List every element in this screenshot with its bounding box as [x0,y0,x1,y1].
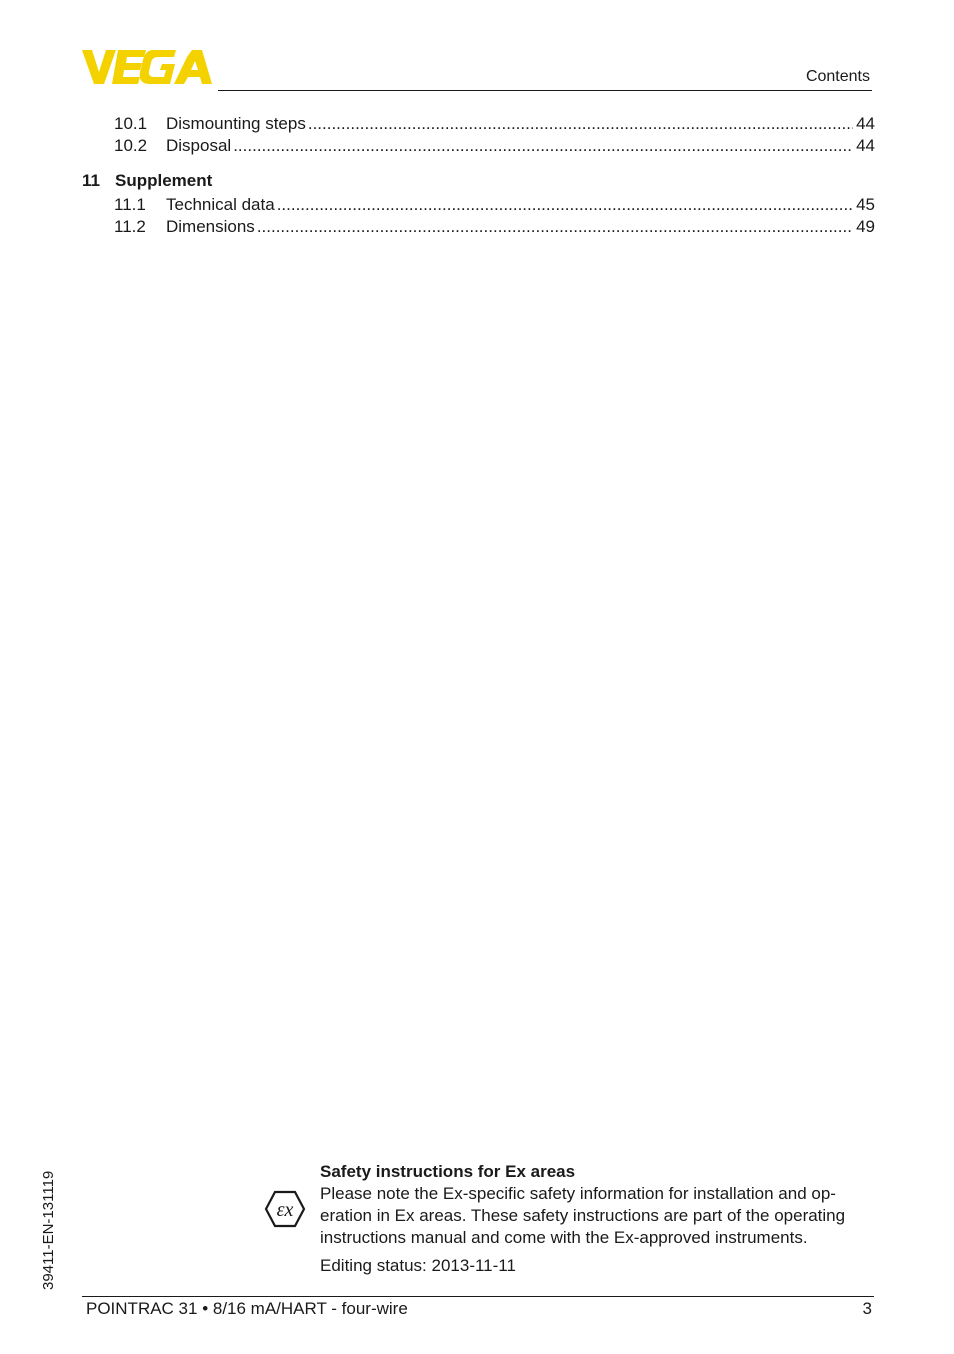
toc-entry-number: 10.2 [114,135,148,155]
toc-entry-title: Disposal [166,135,232,155]
toc-dot-leader [308,114,853,134]
footer-product: POINTRAC 31 • 8/16 mA/HART - four-wire [86,1299,408,1318]
toc-chapter-heading[interactable] [82,171,875,195]
toc-entry-page: 44 [856,135,875,155]
page-number: 3 [862,1299,872,1318]
table-of-contents [82,114,875,238]
toc-entry-page: 49 [856,216,875,236]
toc-dot-leader [277,195,853,215]
toc-entry-page: 44 [856,114,875,133]
ex-hexagon-icon [264,1190,306,1228]
safety-notice [320,1161,876,1277]
toc-entry-page: 45 [856,195,875,214]
toc-entry-title: Dismounting steps [166,114,306,133]
toc-entry-title: Dimensions [166,216,255,236]
safety-body: Please note the Ex-specific safety information for installation and op-eration in Ex areas. These safety instructions are part of the operating instructions manual and come with the Ex-approved instruments. [320,1184,846,1247]
svg-text:εx: εx [276,1199,294,1221]
toc-chapter-title: Supplement [115,171,213,190]
footer-rule [82,1296,874,1297]
document-code: 39411-EN-131119 [40,1170,57,1290]
toc-entry[interactable] [82,114,875,136]
toc-entry[interactable] [82,136,875,158]
editing-status: Editing status: 2013-11-11 [320,1256,516,1275]
vega-logo [82,50,212,84]
safety-heading: Safety instructions for Ex areas [320,1162,576,1181]
toc-entry-number: 11.2 [114,216,146,236]
toc-dot-leader [233,136,853,156]
toc-chapter-number: 11 [82,171,100,190]
toc-dot-leader [257,217,853,237]
toc-entry-title: Technical data [166,195,275,214]
toc-entry-number: 11.1 [114,195,146,214]
header-section-title: Contents [805,68,870,85]
toc-entry[interactable] [82,217,875,239]
toc-entry[interactable] [82,195,875,217]
toc-entry-number: 10.1 [114,114,148,133]
header-rule [218,90,872,91]
